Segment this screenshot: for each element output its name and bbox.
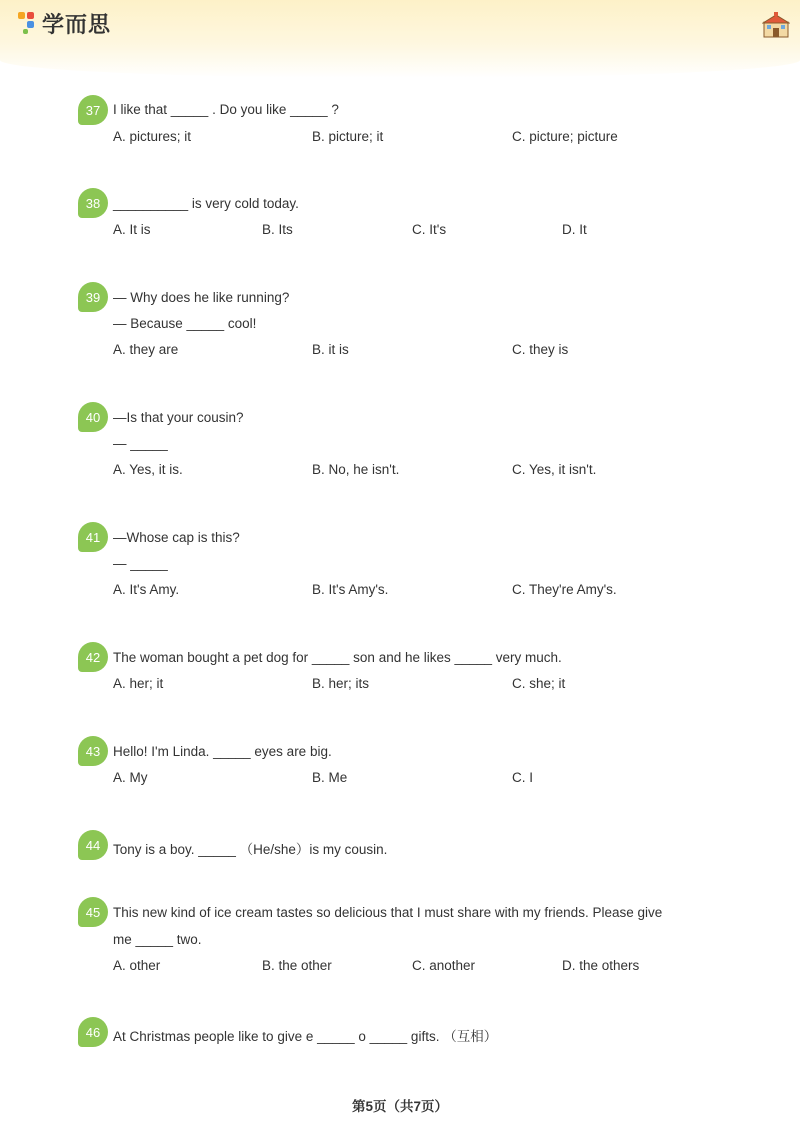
- option-c[interactable]: C. they is: [512, 342, 569, 357]
- question-number-badge: 40: [78, 402, 108, 432]
- option-b[interactable]: B. her; its: [312, 676, 370, 691]
- question-text: __________ is very cold today.: [113, 196, 299, 211]
- option-a[interactable]: A. It is: [113, 222, 151, 237]
- question-text: The woman bought a pet dog for _____ son and he likes _____ very much.: [113, 650, 562, 665]
- option-a[interactable]: A. My: [113, 770, 148, 785]
- question-text-line-2: — _____: [113, 556, 168, 571]
- question-text: This new kind of ice cream tastes so delicious that I must share with my friends. Please give: [113, 905, 663, 920]
- question-text: Hello! I'm Linda. _____ eyes are big.: [113, 744, 332, 759]
- question-number-badge: 37: [78, 95, 108, 125]
- option-c[interactable]: C. I: [512, 770, 534, 785]
- option-d[interactable]: D. It: [562, 222, 587, 237]
- question-text: Tony is a boy. _____ （He/she）is my cousin.: [113, 842, 388, 857]
- question-number-badge: 42: [78, 642, 108, 672]
- question-number-badge: 38: [78, 188, 108, 218]
- brand-logo: [16, 8, 111, 38]
- question-number-badge: 43: [78, 736, 108, 766]
- option-a[interactable]: A. Yes, it is.: [113, 462, 183, 477]
- option-a[interactable]: A. It's Amy.: [113, 582, 180, 597]
- question-text: — Why does he like running?: [113, 290, 290, 305]
- option-a[interactable]: A. they are: [113, 342, 179, 357]
- question-number-badge: 45: [78, 897, 108, 927]
- question-number-badge: 46: [78, 1017, 108, 1047]
- option-b[interactable]: B. picture; it: [312, 129, 384, 144]
- option-c[interactable]: C. Yes, it isn't.: [512, 462, 597, 477]
- page-number: 第5页（共7页）: [351, 1099, 449, 1114]
- option-d[interactable]: D. the others: [562, 958, 640, 973]
- option-a[interactable]: A. her; it: [113, 676, 164, 691]
- question-text: At Christmas people like to give e _____ o _____ gifts. （互相）: [113, 1029, 498, 1044]
- question-text-line-2: — Because _____ cool!: [113, 316, 257, 331]
- option-c[interactable]: C. picture; picture: [512, 129, 618, 144]
- option-c[interactable]: C. she; it: [512, 676, 566, 691]
- option-a[interactable]: A. pictures; it: [113, 129, 192, 144]
- option-b[interactable]: B. it is: [312, 342, 349, 357]
- school-building-icon: [762, 12, 790, 38]
- question-number-badge: 41: [78, 522, 108, 552]
- question-text-line-2: — _____: [113, 436, 168, 451]
- option-a[interactable]: A. other: [113, 958, 161, 973]
- option-c[interactable]: C. another: [412, 958, 476, 973]
- option-b[interactable]: B. the other: [262, 958, 332, 973]
- option-c[interactable]: C. They're Amy's.: [512, 582, 617, 597]
- option-c[interactable]: C. It's: [412, 222, 447, 237]
- option-b[interactable]: B. Its: [262, 222, 293, 237]
- option-b[interactable]: B. Me: [312, 770, 348, 785]
- logo-text: 学而思: [42, 11, 112, 37]
- xueersi-logo-icon: [16, 10, 38, 36]
- question-text-line-2: me _____ two.: [113, 932, 202, 947]
- question-text: I like that _____ . Do you like _____ ?: [113, 102, 339, 117]
- question-text: —Is that your cousin?: [113, 410, 244, 425]
- question-text: —Whose cap is this?: [113, 530, 240, 545]
- option-b[interactable]: B. No, he isn't.: [312, 462, 400, 477]
- page-header: [0, 0, 800, 78]
- option-b[interactable]: B. It's Amy's.: [312, 582, 389, 597]
- question-number-badge: 44: [78, 830, 108, 860]
- question-number-badge: 39: [78, 282, 108, 312]
